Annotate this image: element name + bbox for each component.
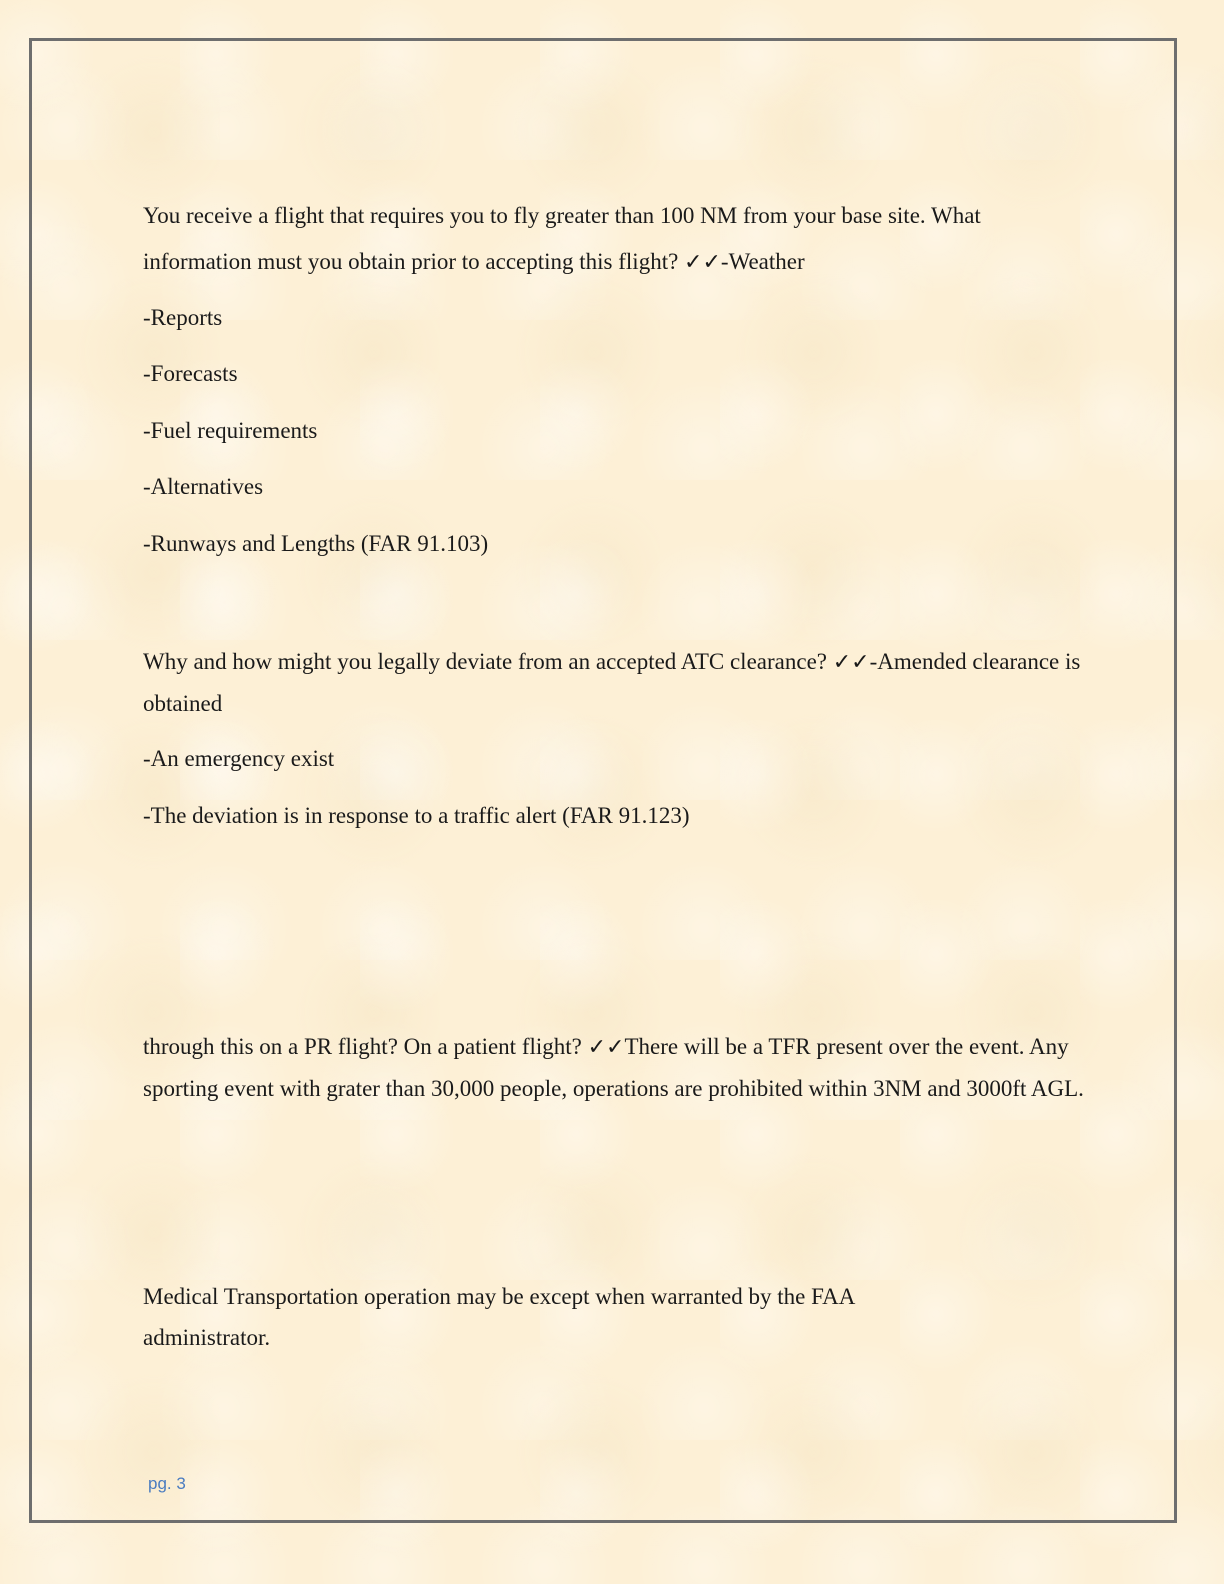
question-2-paragraph: [143, 641, 1093, 724]
paragraph-4: [143, 1276, 963, 1358]
answer-1-item-runways: -Runways and Lengths (FAR 91.103): [143, 531, 489, 556]
answer-2-item-traffic-alert: -The deviation is in response to a traffic alert (FAR 91.123): [143, 803, 690, 828]
page-number: pg. 3: [148, 1474, 186, 1493]
question-3-text: through this on a PR flight? On a patient flight?: [143, 1034, 582, 1059]
answer-1-item-alternatives: -Alternatives: [143, 474, 264, 499]
double-check-icon: ✓✓: [587, 1035, 625, 1060]
answer-2-item-emergency: -An emergency exist: [143, 746, 335, 771]
question-3-paragraph: [143, 1026, 1093, 1109]
answer-1-item-fuel: -Fuel requirements: [143, 418, 318, 443]
paragraph-4-text: Medical Transportation operation may be except when warranted by the FAA administrator.: [143, 1284, 855, 1350]
answer-1-lead: -Weather: [720, 249, 805, 274]
double-check-icon: ✓✓: [684, 250, 721, 275]
question-1-text: You receive a flight that requires you to fly greater than 100 NM from your base site. What information must you obtain prior to accepting this flight?: [143, 203, 981, 274]
answer-1-item-forecasts: -Forecasts: [143, 361, 238, 386]
answer-3-text: There will be a TFR present over the event. Any sporting event with grater than 30,000 people, operations are prohibited within 3NM and 3000ft AGL.: [143, 1034, 1084, 1101]
question-1-paragraph: [143, 193, 1093, 286]
answer-2-lead: -Amended clearance is obtained: [143, 649, 1081, 716]
answer-1-item-reports: -Reports: [143, 305, 223, 330]
question-2-text: Why and how might you legally deviate from an accepted ATC clearance?: [143, 649, 827, 674]
double-check-icon: ✓✓: [832, 650, 870, 675]
